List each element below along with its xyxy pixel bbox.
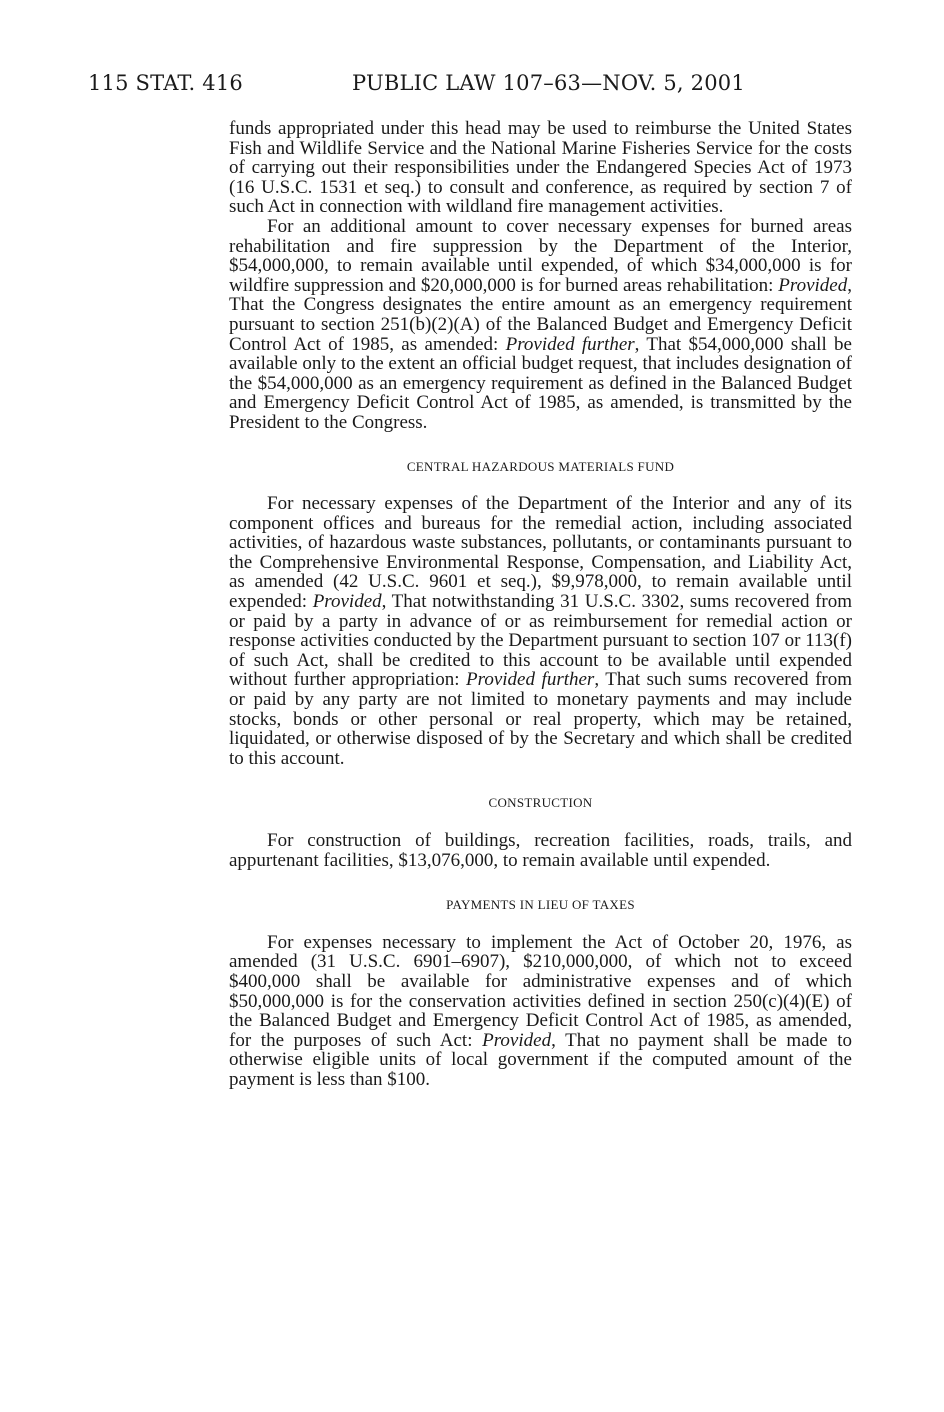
paragraph-text: , That the Congress designates the entire amount as an emergency requirement pursuant to section 251(b)(2)(A) of the Balanced Budget and Emergency Deficit Control Act of 1985, as amended: xyxy=(229,274,852,355)
provided-clause: Provided xyxy=(482,1029,552,1051)
paragraph-text: For necessary expenses of the Department of the Interior and any of its component offices and bureaus for the remedial action, including associated activities, of hazardous waste substances, pollutants, or contaminants pursuant to the Comprehensive Environmental Response, Compensation, and Liability Act, as amended (42 U.S.C. 9601 et seq.), $9,978,000, to remain available until expended: xyxy=(229,493,852,613)
provided-clause: Provided xyxy=(778,274,848,296)
paragraph-construction: For construction of buildings, recreation facilities, roads, trails, and appurtenant facilities, $13,076,000, to remain available until expended. xyxy=(229,830,852,871)
provided-clause: Provided xyxy=(312,591,382,613)
paragraph-text: , That such sums recovered from or paid by any party are not limited to monetary payments and may include stocks, bonds or other personal or real property, which may be retained, liquidated, or otherwise disposed of by the Secretary and which shall be credited to this account. xyxy=(229,669,853,769)
paragraph-burned-areas-rehabilitation xyxy=(229,217,852,433)
paragraph-hazardous-materials xyxy=(229,494,852,768)
section-title-central-hazardous-materials-fund: CENTRAL HAZARDOUS MATERIALS FUND xyxy=(406,458,675,474)
paragraph-payments-in-lieu-of-taxes xyxy=(229,933,852,1090)
section-title-payments-in-lieu-of-taxes: PAYMENTS IN LIEU OF TAXES xyxy=(446,897,635,913)
public-law-reference: PUBLIC LAW 107–63—NOV. 5, 2001 xyxy=(352,71,745,95)
section-title-construction: CONSTRUCTION xyxy=(488,795,593,811)
paragraph-text: For expenses necessary to implement the Act of October 20, 1976, as amended (31 U.S.C. 6901–6907), $210,000,000, of which not to exceed $400,000 shall be available for administrative expenses and of which $50,000,000 is for the conservation activities defined in section 250(c)(4)(E) of the Balanced Budget and Emergency Deficit Control Act of 1985, as amended, for the purposes of such Act: xyxy=(229,931,852,1051)
stat-page-reference: 115 STAT. 416 xyxy=(88,71,243,95)
paragraph-text: , That no payment shall be made to otherwise eligible units of local government if the computed amount of the payment is less than $100. xyxy=(229,1029,853,1090)
paragraph-wildland-fire-continuation: funds appropriated under this head may be used to reimburse the United States Fish and Wildlife Service and the National Marine Fisheries Service for the costs of carrying out their responsibilities under the Endangered Species Act of 1973 (16 U.S.C. 1531 et seq.) to consult and conference, as required by section 7 of such Act in connection with wildland fire management activities. xyxy=(229,118,852,218)
paragraph-text: For an additional amount to cover necessary expenses for burned areas rehabilitation and fire suppression by the Department of the Interior, $54,000,000, to remain available until expended, of which $34,000,000 is for wildfire suppression and $20,000,000 is for burned areas rehabilitation: xyxy=(229,215,852,296)
provided-further-clause: Provided further xyxy=(466,669,595,691)
paragraph-text: , That notwithstanding 31 U.S.C. 3302, sums recovered from or paid by a party in advance of or as reimbursement for remedial action or response activities conducted by the Department pursuant to section 107 or 113(f) of such Act, shall be credited to this account to be available until expended without further appropriation: xyxy=(229,591,853,691)
document-body xyxy=(229,119,852,1090)
paragraph-text: , That $54,000,000 shall be available only to the extent an official budget request, that includes designation of the $54,000,000 as an emergency requirement as defined in the Balanced Budget and Emergency Deficit Control Act of 1985, as amended, is transmitted by the President to the Congress. xyxy=(229,333,852,433)
provided-further-clause: Provided further xyxy=(505,333,635,355)
